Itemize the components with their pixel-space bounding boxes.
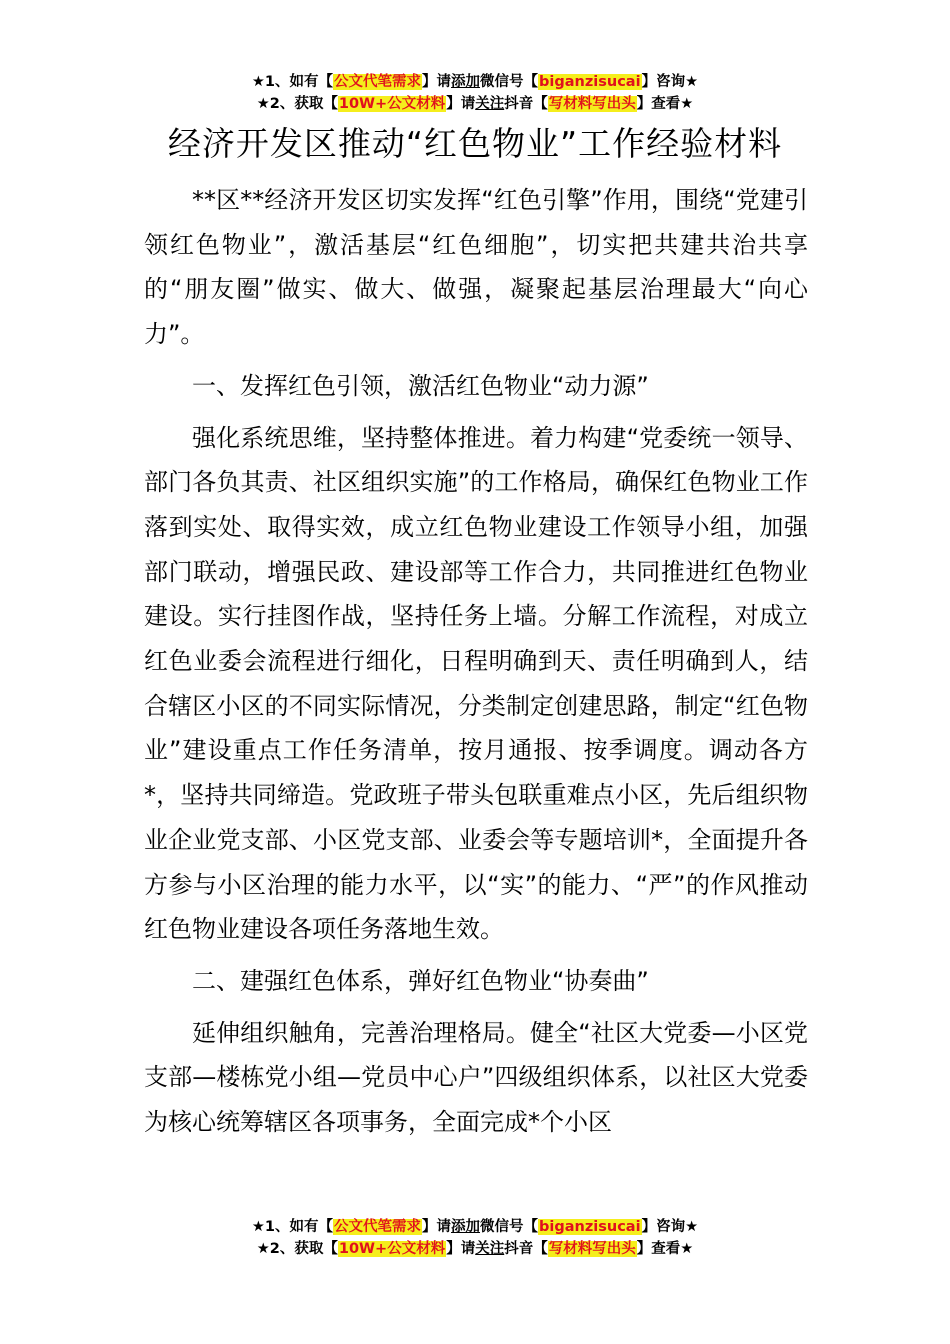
header-highlight-materials: 10W+公文材料 [338, 96, 446, 112]
header-notice-line-1: ★1、如有【公文代笔需求】请添加微信号【biganzisucai】咨询★ [251, 74, 699, 90]
header-notice-line-2: ★2、获取【10W+公文材料】请关注抖音【写材料写出头】查看★ [256, 96, 694, 112]
footer-highlight-materials: 10W+公文材料 [338, 1241, 446, 1257]
footer-notice-line-1: ★1、如有【公文代笔需求】请添加微信号【biganzisucai】咨询★ [251, 1219, 699, 1235]
section-heading-2: 二、建强红色体系，弹好红色物业“协奏曲” [192, 966, 649, 995]
footer-highlight-douyin: 写材料写出头 [548, 1241, 636, 1257]
footer-notice-line-2: ★2、获取【10W+公文材料】请关注抖音【写材料写出头】查看★ [256, 1241, 694, 1257]
header-highlight-ghostwriting: 公文代笔需求 [334, 74, 422, 90]
document-body [144, 178, 808, 1152]
paragraph-section-2: 延伸组织触角，完善治理格局。健全“社区大党委—小区党支部—楼栋党小组—党员中心户”四级组织体系，以社区大党委为核心统筹辖区各项事务，全面完成*个小区 [144, 1018, 808, 1137]
section-heading-1: 一、发挥红色引领，激活红色物业“动力源” [192, 371, 649, 400]
header-notice [0, 71, 950, 115]
paragraph-intro: **区**经济开发区切实发挥“红色引擎”作用，围绕“党建引领红色物业”，激活基层“红色细胞”，切实把共建共治共享的“朋友圈”做实、做大、做强，凝聚起基层治理最大“向心力”。 [144, 186, 808, 349]
header-highlight-wechat-id: biganzisucai [539, 74, 641, 90]
header-highlight-douyin: 写材料写出头 [548, 96, 636, 112]
paragraph-section-1: 强化系统思维，坚持整体推进。着力构建“党委统一领导、部门各负其责、社区组织实施”的工作格局，确保红色物业工作落到实处、取得实效，成立红色物业建设工作领导小组，加强部门联动，增强民政、建设部等工作合力，共同推进红色物业建设。实行挂图作战，坚持任务上墙。分解工作流程，对成立红色业委会流程进行细化，日程明确到天、责任明确到人，结合辖区小区的不同实际情况，分类制定创建思路，制定“红色物业”建设重点工作任务清单，按月通报、按季调度。调动各方*，坚持共同缔造。党政班子带头包联重难点小区，先后组织物业企业党支部、小区党支部、业委会等专题培训*，全面提升各方参与小区治理的能力水平，以“实”的能力、“严”的作风推动红色物业建设各项任务落地生效。 [144, 423, 808, 944]
document-title: 经济开发区推动“红色物业”工作经验材料 [167, 124, 783, 163]
footer-highlight-wechat-id: biganzisucai [539, 1219, 641, 1235]
footer-highlight-ghostwriting: 公文代笔需求 [334, 1219, 422, 1235]
footer-notice [0, 1216, 950, 1260]
